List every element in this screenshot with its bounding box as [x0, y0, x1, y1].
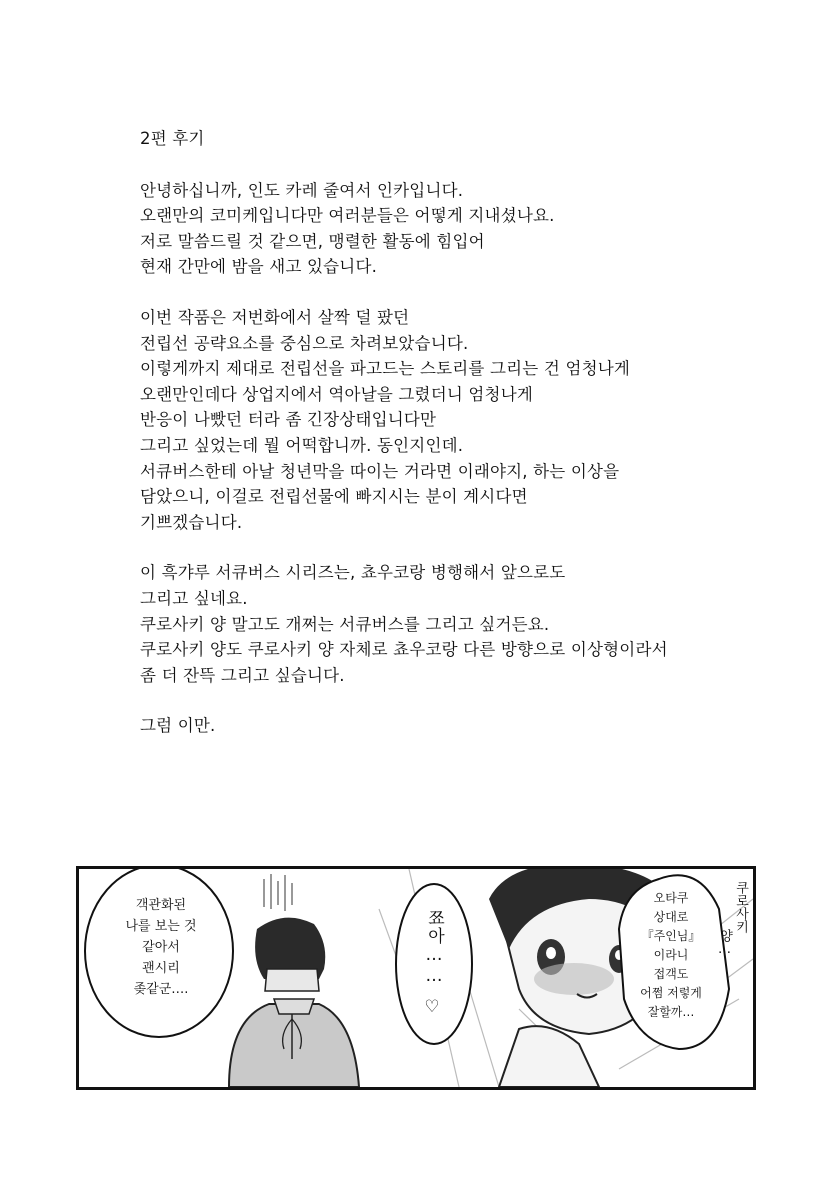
bubble-line: 이라니 [653, 948, 689, 962]
afterword-title: 2편 후기 [140, 129, 205, 148]
bubble-line: 접객도 [653, 967, 689, 981]
bubble-line: 같아서 [142, 940, 180, 955]
text-line: 담았으니, 이걸로 전립선물에 빠지시는 분이 계시다면 [140, 487, 528, 507]
far-right-text-2: 양… [717, 929, 732, 957]
text-line: 그리고 싶네요. [140, 588, 248, 608]
afterword-paragraph-2 [140, 305, 780, 535]
boy-figure [229, 918, 359, 1087]
bubble-line: 오타쿠 [653, 891, 689, 905]
text-line: 이 흑갸루 서큐버스 시리즈는, 쵸우코랑 병행해서 앞으로도 [140, 563, 566, 583]
left-bubble-text [103, 895, 219, 1000]
text-line: 저로 말씀드릴 것 같으면, 맹렬한 활동에 힘입어 [140, 231, 485, 251]
text-line: 그럼 이만. [140, 716, 216, 736]
text-line: 쿠로사키 양 말고도 개쩌는 서큐버스를 그리고 싶거든요. [140, 614, 550, 634]
text-line: 전립선 공략요소를 중심으로 차려보았습니다. [140, 333, 469, 353]
center-bubble-heart: ♡ [422, 997, 442, 1018]
bubble-line: 객관화된 [135, 898, 187, 913]
far-right-text-1: 쿠로사키 [733, 881, 748, 933]
bubble-line: 잘할까… [647, 1005, 695, 1019]
bubble-line: 좆같군…. [133, 982, 189, 997]
text-line: 이렇게까지 제대로 전립선을 파고드는 스토리를 그리는 건 엄청나게 [140, 359, 631, 379]
nervous-lines [264, 874, 292, 911]
bubble-line: 나를 보는 것 [125, 919, 197, 934]
text-line: 기쁘겠습니다. [140, 512, 243, 532]
right-bubble-text [619, 889, 723, 1022]
afterword-text [140, 126, 780, 764]
afterword-paragraph-1 [140, 178, 780, 280]
bubble-line: 『주인님』 [641, 929, 701, 943]
afterword-paragraph-3 [140, 560, 780, 688]
text-line: 이번 작품은 저번화에서 살짝 덜 팠던 [140, 307, 410, 327]
comic-panel [76, 866, 756, 1090]
text-line: 오랜만인데다 상업지에서 역아날을 그렸더니 엄청나게 [140, 384, 533, 404]
text-line: 현재 간만에 밤을 새고 있습니다. [140, 257, 378, 277]
bubble-line: 상대로 [653, 910, 689, 924]
text-line: 반응이 나빴던 터라 좀 긴장상태입니다만 [140, 410, 437, 430]
text-line: 좀 더 잔뜩 그리고 싶습니다. [140, 665, 345, 685]
center-bubble-text-1: 쬬아…… [424, 909, 444, 987]
text-line: 쿠로사키 양도 쿠로사키 양 자체로 쵸우코랑 다른 방향으로 이상형이라서 [140, 640, 668, 660]
text-line: 그리고 싶었는데 뭘 어떡합니까. 동인지인데. [140, 435, 464, 455]
text-line: 오랜만의 코미케입니다만 여러분들은 어떻게 지내셨나요. [140, 206, 555, 226]
text-line: 서큐버스한테 아날 청년막을 따이는 거라면 이래야지, 하는 이상을 [140, 461, 620, 481]
bubble-line: 괜시리 [142, 961, 180, 976]
bubble-line: 어쩜 저렇게 [640, 986, 702, 1000]
text-line: 안녕하십니까, 인도 카레 줄여서 인카입니다. [140, 180, 464, 200]
afterword-paragraph-4 [140, 713, 780, 739]
